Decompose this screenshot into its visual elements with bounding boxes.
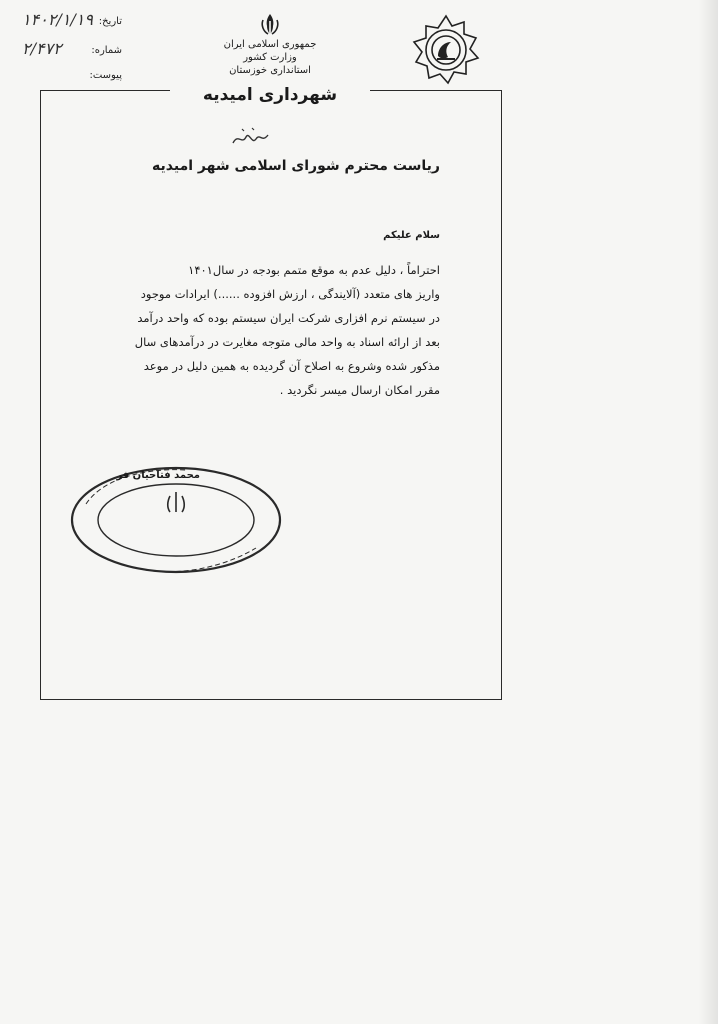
org-line-1: جمهوری اسلامی ایران xyxy=(223,39,317,50)
number-label: شماره: xyxy=(91,45,122,56)
municipality-logo-icon xyxy=(408,12,484,88)
scan-edge-shadow xyxy=(698,0,718,1024)
number-value: ۲/۴۷۲ xyxy=(22,39,62,58)
handwritten-annotation-icon xyxy=(230,125,274,151)
number-field xyxy=(22,39,122,61)
signer-name: محمد فتاحیان فر xyxy=(116,470,200,481)
body-line: بعد از ارائه اسناد به واحد مالی متوجه مغایرت در درآمدهای سال xyxy=(134,335,440,349)
date-label: تاریخ: xyxy=(98,16,122,27)
municipality-title: شهرداری امیدیه xyxy=(170,85,370,105)
attachment-field xyxy=(22,70,122,86)
body-line: احتراماً ، دلیل عدم به موقع متمم بودجه در سال۱۴۰۱ xyxy=(188,263,440,277)
body-line: در سیستم نرم افزاری شرکت ایران سیستم بوده که واحد درآمد xyxy=(137,311,440,325)
attachment-label: پیوست: xyxy=(89,70,122,81)
date-value: ۱۴۰۲/۱/۱۹ xyxy=(22,10,93,29)
org-line-3: استانداری خوزستان xyxy=(229,65,311,76)
body-line: مقرر امکان ارسال میسر نگردید . xyxy=(279,383,440,397)
iran-emblem-icon xyxy=(259,12,281,36)
body-line: مذکور شده وشروع به اصلاح آن گردیده به همین دلیل در موعد xyxy=(143,359,440,373)
issuer-block xyxy=(200,12,340,77)
recipient-line: ریاست محترم شورای اسلامی شهر امیدیه xyxy=(152,158,440,174)
greeting: سلام علیکم xyxy=(383,230,440,241)
org-line-2: وزارت کشور xyxy=(243,52,297,63)
letter-body xyxy=(92,258,440,402)
body-line: واریز های متعدد (آلایندگی ، ارزش افزوده ......) ایرادات موجود xyxy=(140,287,440,301)
date-field xyxy=(22,10,122,32)
